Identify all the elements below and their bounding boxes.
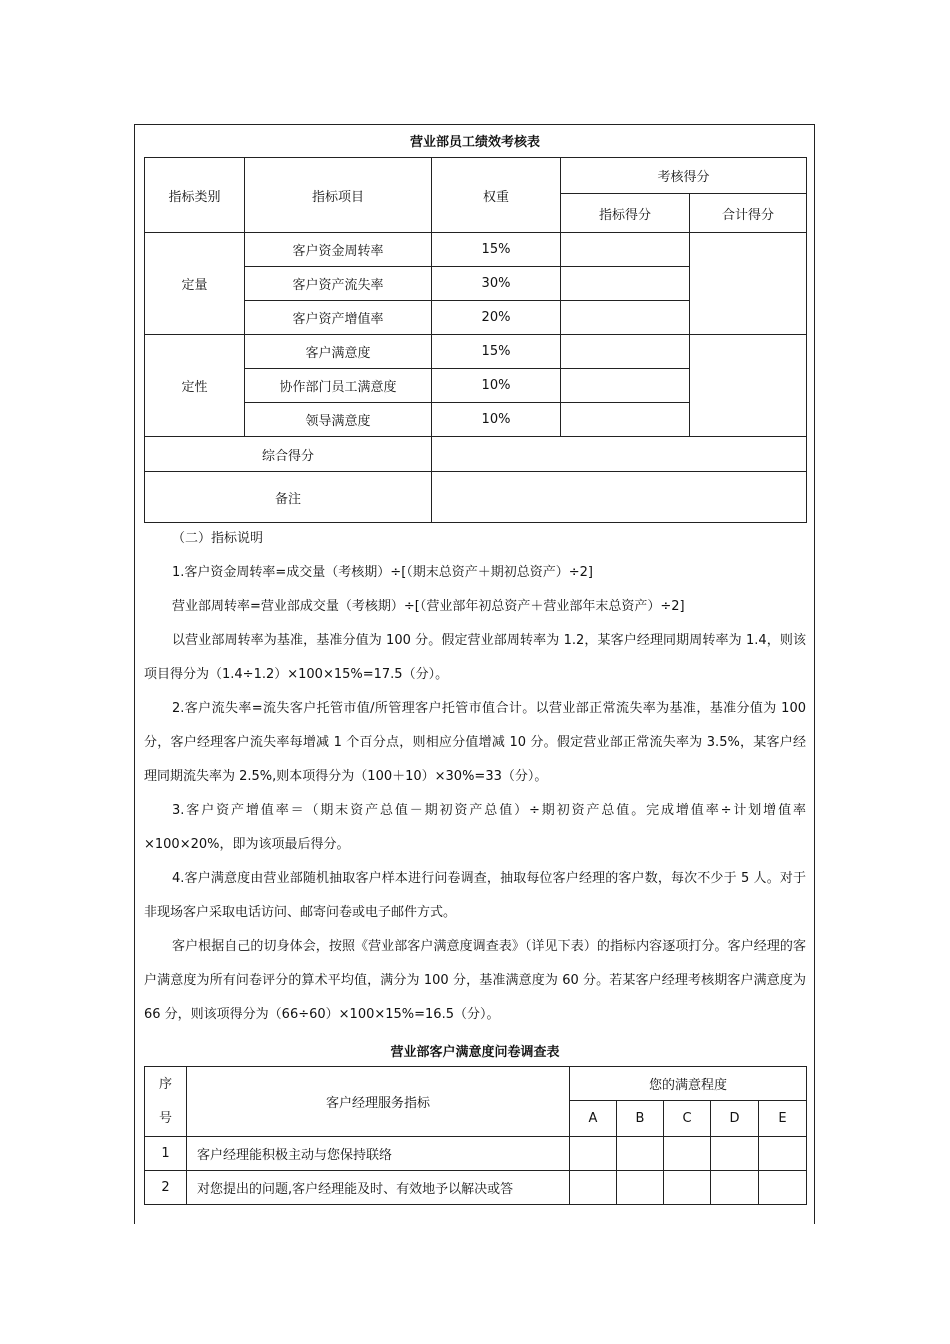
item-score-cell[interactable] — [561, 403, 690, 437]
note-paragraph: 2.客户流失率=流失客户托管市值/所管理客户托管市值合计。以营业部正常流失率为基准，基准分值为 100 分，客户经理客户流失率每增减 1 个百分点，则相应分值增减 10 分。假定营业部正常流失率为 3.5%，某客户经理同期流失率为 2.5%,则本项得分为（100＋10）×30%=33（分）。 — [144, 701, 806, 784]
row-number: 1 — [145, 1137, 187, 1171]
rating-cell[interactable] — [617, 1137, 664, 1171]
header-indicator: 客户经理服务指标 — [187, 1067, 570, 1137]
weight-cell: 30% — [432, 267, 561, 301]
level-b: B — [617, 1101, 664, 1137]
rating-cell[interactable] — [664, 1137, 711, 1171]
item-cell: 客户资金周转率 — [245, 233, 432, 267]
header-weight: 权重 — [432, 158, 561, 233]
level-c: C — [664, 1101, 711, 1137]
level-e: E — [759, 1101, 807, 1137]
note-paragraph: 3.客户资产增值率＝（期末资产总值－期初资产总值）÷期初资产总值。完成增值率÷计划增值率×100×20%，即为该项最后得分。 — [144, 803, 806, 852]
rating-cell[interactable] — [711, 1137, 759, 1171]
rating-cell[interactable] — [617, 1171, 664, 1205]
weight-cell: 15% — [432, 335, 561, 369]
rating-cell[interactable] — [570, 1137, 617, 1171]
rating-cell[interactable] — [759, 1171, 807, 1205]
row-indicator: 客户经理能积极主动与您保持联络 — [187, 1137, 570, 1171]
note-paragraph: 营业部周转率=营业部成交量（考核期）÷[（营业部年初总资产＋营业部年末总资产）÷2] — [172, 599, 685, 614]
remarks-value[interactable] — [432, 472, 807, 523]
level-a: A — [570, 1101, 617, 1137]
weight-cell: 10% — [432, 369, 561, 403]
header-item: 指标项目 — [245, 158, 432, 233]
remarks-label: 备注 — [145, 472, 432, 523]
rating-cell[interactable] — [759, 1137, 807, 1171]
item-score-cell[interactable] — [561, 301, 690, 335]
row-indicator: 对您提出的问题,客户经理能及时、有效地予以解决或答 — [187, 1171, 570, 1205]
rating-cell[interactable] — [664, 1171, 711, 1205]
indicator-notes — [144, 522, 806, 1032]
header-item-score: 指标得分 — [561, 194, 690, 233]
level-d: D — [711, 1101, 759, 1137]
category-qualitative: 定性 — [145, 335, 245, 437]
satisfaction-survey-table — [144, 1066, 807, 1205]
item-score-cell[interactable] — [561, 233, 690, 267]
total-score-cell[interactable] — [690, 233, 807, 335]
performance-table — [144, 157, 807, 523]
item-cell: 客户资产流失率 — [245, 267, 432, 301]
notes-heading: （二）指标说明 — [172, 531, 264, 546]
weight-cell: 20% — [432, 301, 561, 335]
row-number: 2 — [145, 1171, 187, 1205]
note-paragraph: 以营业部周转率为基准，基准分值为 100 分。假定营业部周转率为 1.2，某客户经理同期周转率为 1.4，则该项目得分为（1.4÷1.2）×100×15%=17.5（分）。 — [144, 633, 806, 682]
table2-title: 营业部客户满意度问卷调查表 — [390, 1045, 560, 1060]
note-paragraph: 客户根据自己的切身体会，按照《营业部客户满意度调查表》（详见下表）的指标内容逐项打分。客户经理的客户满意度为所有问卷评分的算术平均值，满分为 100 分，基准满意度为 60 分。若某客户经理考核期客户满意度为 66 分，则该项得分为（66÷60）×100×15%=16.5（分）。 — [144, 939, 806, 1022]
item-score-cell[interactable] — [561, 267, 690, 301]
rating-cell[interactable] — [570, 1171, 617, 1205]
note-paragraph: 4.客户满意度由营业部随机抽取客户样本进行问卷调查，抽取每位客户经理的客户数，每次不少于 5 人。对于非现场客户采取电话访问、邮寄问卷或电子邮件方式。 — [144, 871, 806, 920]
item-score-cell[interactable] — [561, 369, 690, 403]
item-cell: 领导满意度 — [245, 403, 432, 437]
header-seq — [145, 1067, 187, 1137]
header-seq-char1: 序 — [158, 1076, 172, 1092]
header-score-group: 考核得分 — [561, 158, 807, 194]
rating-cell[interactable] — [711, 1171, 759, 1205]
item-cell: 客户资产增值率 — [245, 301, 432, 335]
note-paragraph: 1.客户资金周转率=成交量（考核期）÷[（期末总资产＋期初总资产）÷2] — [172, 565, 593, 580]
item-cell: 客户满意度 — [245, 335, 432, 369]
table1-title: 营业部员工绩效考核表 — [409, 135, 540, 150]
header-satisfaction: 您的满意程度 — [570, 1067, 807, 1101]
weight-cell: 15% — [432, 233, 561, 267]
item-score-cell[interactable] — [561, 335, 690, 369]
item-cell: 协作部门员工满意度 — [245, 369, 432, 403]
header-total-score: 合计得分 — [690, 194, 807, 233]
composite-score-label: 综合得分 — [145, 437, 432, 472]
composite-score-value[interactable] — [432, 437, 807, 472]
header-seq-char2: 号 — [158, 1110, 172, 1126]
category-quantitative: 定量 — [145, 233, 245, 335]
header-category: 指标类别 — [145, 158, 245, 233]
weight-cell: 10% — [432, 403, 561, 437]
total-score-cell[interactable] — [690, 335, 807, 437]
